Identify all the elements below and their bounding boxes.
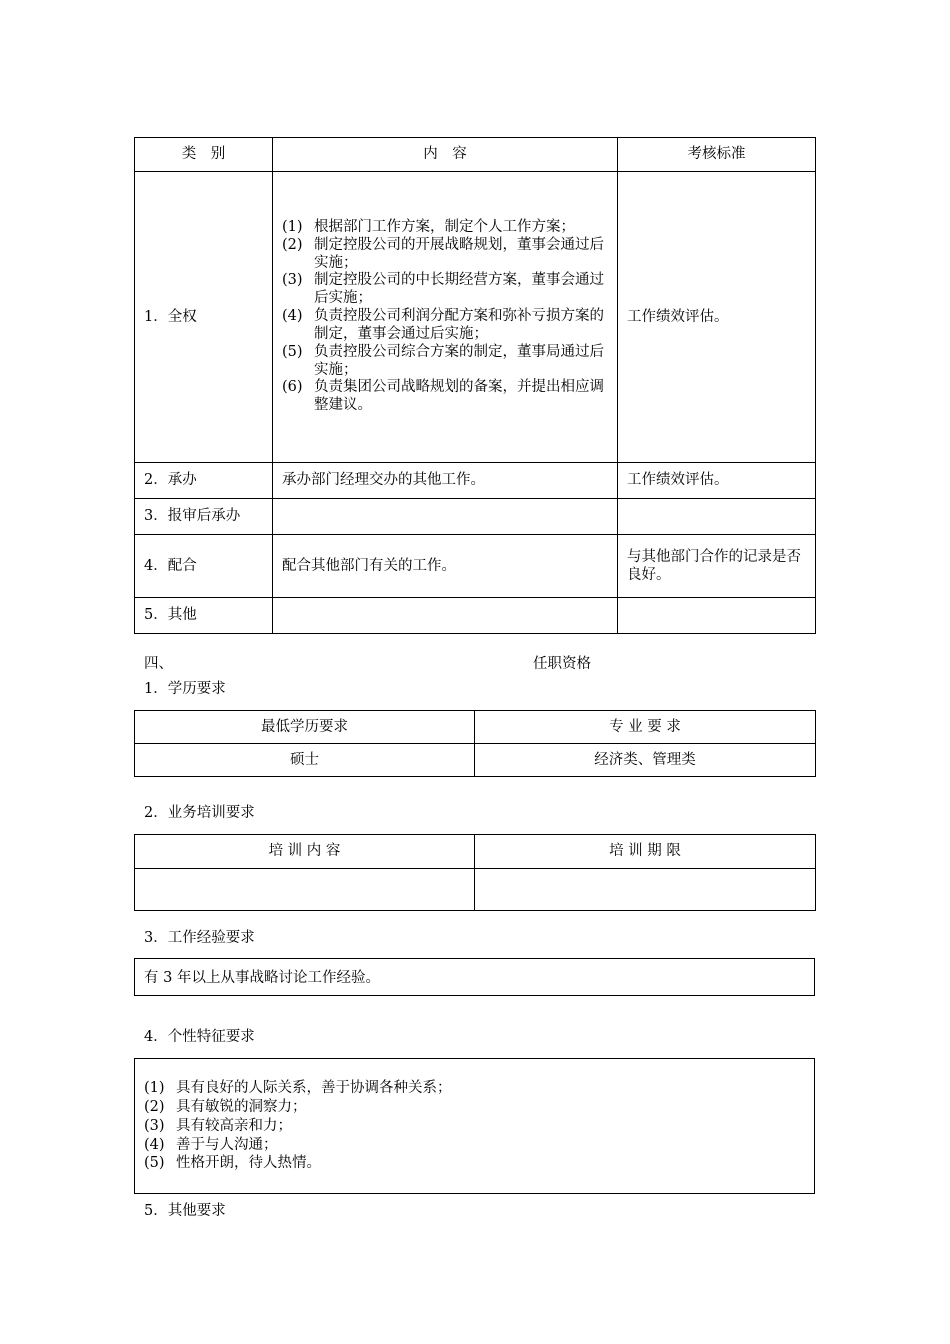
list-item: (4) 善于与人沟通；: [144, 1136, 278, 1153]
row-category: 2．承办: [135, 463, 273, 499]
training-value-content: [135, 869, 475, 911]
row-standard: 与其他部门合作的记录是否良好。: [618, 535, 816, 598]
table-row: [135, 535, 816, 598]
duties-header-row: [135, 138, 816, 172]
table-row: [135, 499, 816, 535]
table-row: [135, 869, 816, 911]
row-standard: [618, 598, 816, 634]
education-header-row: [135, 711, 816, 744]
list-item: (6) 负责集团公司战略规划的备案，并提出相应调整建议。: [282, 379, 604, 414]
list-item: (1) 具有良好的人际关系，善于协调各种关系；: [144, 1080, 452, 1096]
section-title: 任职资格: [533, 656, 591, 672]
list-item: (5) 负责控股公司综合方案的制定，董事局通过后实施；: [282, 343, 604, 378]
experience-heading: 3．工作经验要求: [144, 930, 255, 946]
list-item: (1) 根据部门工作方案，制定个人工作方案；: [282, 218, 575, 235]
row-content: 配合其他部门有关的工作。: [273, 535, 618, 598]
header-content: 内 容: [273, 138, 618, 172]
duties-table: [134, 137, 816, 634]
row-content: [273, 499, 618, 535]
list-item: (2) 具有敏锐的洞察力；: [144, 1098, 307, 1115]
row-content: 承办部门经理交办的其他工作。: [273, 463, 618, 499]
education-header-min: 最低学历要求: [135, 711, 475, 744]
row-category: 3．报审后承办: [135, 499, 273, 535]
section-number: 四、: [144, 656, 173, 672]
education-table: [134, 710, 816, 777]
row-content-list: [273, 172, 618, 463]
row-content: [273, 598, 618, 634]
other-heading: 5．其他要求: [144, 1203, 226, 1219]
training-header-content: 培 训 内 容: [135, 835, 475, 869]
table-row: [135, 744, 816, 777]
row-standard: 工作绩效评估。: [618, 172, 816, 463]
table-row: [135, 172, 816, 463]
table-row: [135, 463, 816, 499]
training-header-row: [135, 835, 816, 869]
education-heading: 1．学历要求: [144, 681, 226, 697]
header-category: 类 别: [135, 138, 273, 172]
personality-heading: 4．个性特征要求: [144, 1029, 255, 1045]
header-standard: 考核标准: [618, 138, 816, 172]
list-item: (3) 制定控股公司的中长期经营方案，董事会通过后实施；: [282, 272, 604, 307]
row-category: 4．配合: [135, 535, 273, 598]
list-item: (2) 制定控股公司的开展战略规划，董事会通过后实施；: [282, 236, 604, 271]
training-table: [134, 834, 816, 911]
training-value-period: [475, 869, 816, 911]
personality-box: [134, 1058, 815, 1194]
list-item: (4) 负责控股公司利润分配方案和弥补亏损方案的制定，董事会通过后实施；: [282, 308, 604, 342]
education-value-major: 经济类、管理类: [475, 744, 816, 777]
experience-box: [134, 958, 815, 996]
row-standard: [618, 499, 816, 535]
experience-text: 有 3 年以上从事战略讨论工作经验。: [144, 970, 380, 986]
training-heading: 2．业务培训要求: [144, 805, 255, 821]
training-header-period: 培 训 期 限: [475, 835, 816, 869]
row-standard: 工作绩效评估。: [618, 463, 816, 499]
row-category: 5．其他: [135, 598, 273, 634]
row-category: 1．全权: [135, 172, 273, 463]
education-header-major: 专 业 要 求: [475, 711, 816, 744]
list-item: (3) 具有较高亲和力；: [144, 1117, 292, 1134]
education-value-min: 硕士: [135, 744, 475, 777]
list-item: (5) 性格开朗，待人热情。: [144, 1155, 321, 1172]
table-row: [135, 598, 816, 634]
